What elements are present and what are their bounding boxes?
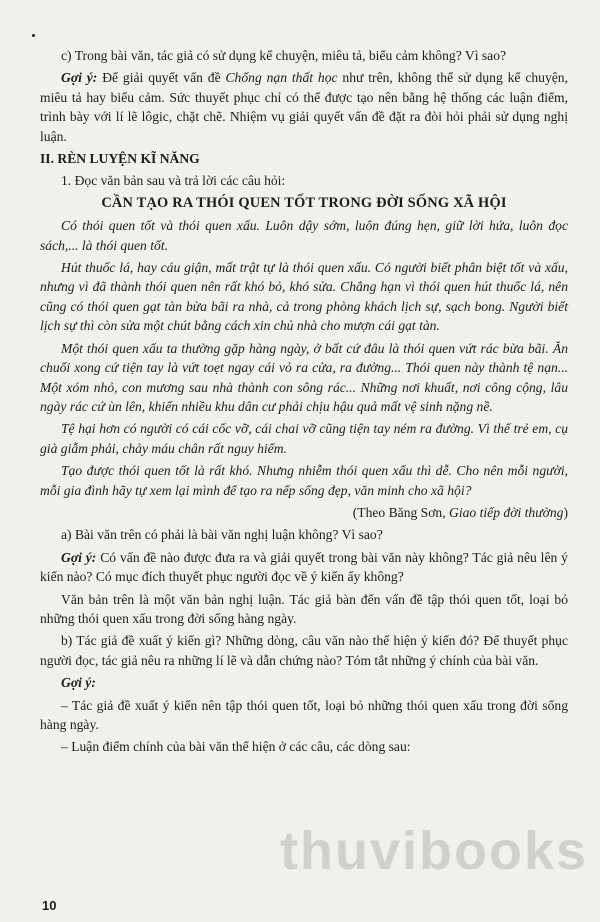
essay-paragraph: Tệ hại hơn có người có cái cốc vỡ, cái chai vỡ cũng tiện tay ném ra đường. Vì thế trẻ em, cụ già giẫm phải, chảy máu chân rất nguy hiểm. xyxy=(40,421,568,456)
section-heading: II. RÈN LUYỆN KĨ NĂNG xyxy=(40,151,200,167)
hint-3-label: Gợi ý: xyxy=(61,675,96,691)
essay-paragraph: Có thói quen tốt và thói quen xấu. Luôn dậy sớm, luôn đúng hẹn, giữ lời hứa, luôn đọc sách,... là thói quen tốt. xyxy=(40,218,568,253)
essay-paragraph: Tạo được thói quen tốt là rất khó. Nhưng nhiễm thói quen xấu thì dễ. Cho nên mỗi người, mỗi gia đình hãy tự xem lại mình để tạo ra nếp sống đẹp, văn minh cho xã hội? xyxy=(40,463,568,498)
essay-paragraph: Một thói quen xấu ta thường gặp hàng ngày, ở bất cứ đâu là thói quen vứt rác bừa bãi. Ăn chuối xong cứ tiện tay là vứt toẹt ngay cái vỏ ra cửa, ra đường... Thói quen này thành tệ nạn... Một xóm nhỏ, con mương sau nhà thành con sông rác... Những nơi khuất, nơi công cộng, lâu ngày rác cứ ùn lên, khiến nhiều khu dân cư phải chịu hậu quả mất vệ sinh nặng nề. xyxy=(40,340,568,414)
task-1: 1. Đọc văn bản sau và trả lời các câu hỏi: xyxy=(61,173,286,189)
question-b: b) Tác giả đề xuất ý kiến gì? Những dòng, câu văn nào thể hiện ý kiến đó? Để thuyết phục người đọc, tác giả nêu ra những lí lẽ và dẫn chứng nào? Tóm tắt những ý chính của bài văn. xyxy=(40,633,568,668)
essay-title: CẦN TẠO RA THÓI QUEN TỐT TRONG ĐỜI SỐNG XÃ HỘI xyxy=(101,194,507,211)
hint-label: Gợi ý: xyxy=(61,70,98,86)
watermark: thuvibooks xyxy=(280,821,589,881)
answer-a: Văn bản trên là một văn bản nghị luận. Tác giả bàn đến vấn đề tập thói quen tốt, loại bỏ những thói quen xấu trong đời sống hàng ngày. xyxy=(40,591,568,626)
page-content xyxy=(40,46,568,760)
essay-paragraph: Hút thuốc lá, hay cáu giận, mất trật tự là thói quen xấu. Có người biết phân biệt tốt và xấu, nhưng vì đã thành thói quen nên rất khó bỏ, khó sửa. Chẳng hạn vì thói quen hút thuốc lá, nên cũng có thói quen gạt tàn bừa bãi ra nhà, cả trong phòng khách lịch sự, sạch bong. Người biết lịch sự thì còn sửa một chút bằng cách xin chủ nhà cho mượn cái gạt tàn. xyxy=(40,260,568,334)
question-c: c) Trong bài văn, tác giả có sử dụng kể chuyện, miêu tả, biểu cảm không? Vì sao? xyxy=(61,48,507,63)
essay-source: (Theo Băng Sơn, Giao tiếp đời thường) xyxy=(352,504,568,520)
bullet-2: – Luận điểm chính của bài văn thể hiện ở các câu, các dòng sau: xyxy=(61,739,411,755)
hint-2: Gợi ý: Có vấn đề nào được đưa ra và giải quyết trong bài văn này không? Tác giả nêu lên ý kiến nào? Có mục đích thuyết phục người đọc về ý kiến ấy không? xyxy=(40,549,568,585)
hint-1: Gợi ý: Để giải quyết vấn đề Chống nạn thất học như trên, không thể sử dụng kể chuyện, miêu tả hay biểu cảm. Sức thuyết phục chỉ có thể được tạo nên bằng hệ thống các luận điểm, trình bày với lí lẽ lôgic, chặt chẽ. Nhiệm vụ giải quyết vấn đề đặt ra đòi hỏi phải sử dụng nghị luận. xyxy=(40,70,568,144)
page-number: 10 xyxy=(42,898,57,913)
bullet-1: – Tác giả đề xuất ý kiến nên tập thói quen tốt, loại bỏ những thói quen xấu trong đời sống hàng ngày. xyxy=(40,697,568,732)
ink-dot xyxy=(32,34,35,37)
question-a: a) Bài văn trên có phải là bài văn nghị luận không? Vì sao? xyxy=(61,527,383,543)
